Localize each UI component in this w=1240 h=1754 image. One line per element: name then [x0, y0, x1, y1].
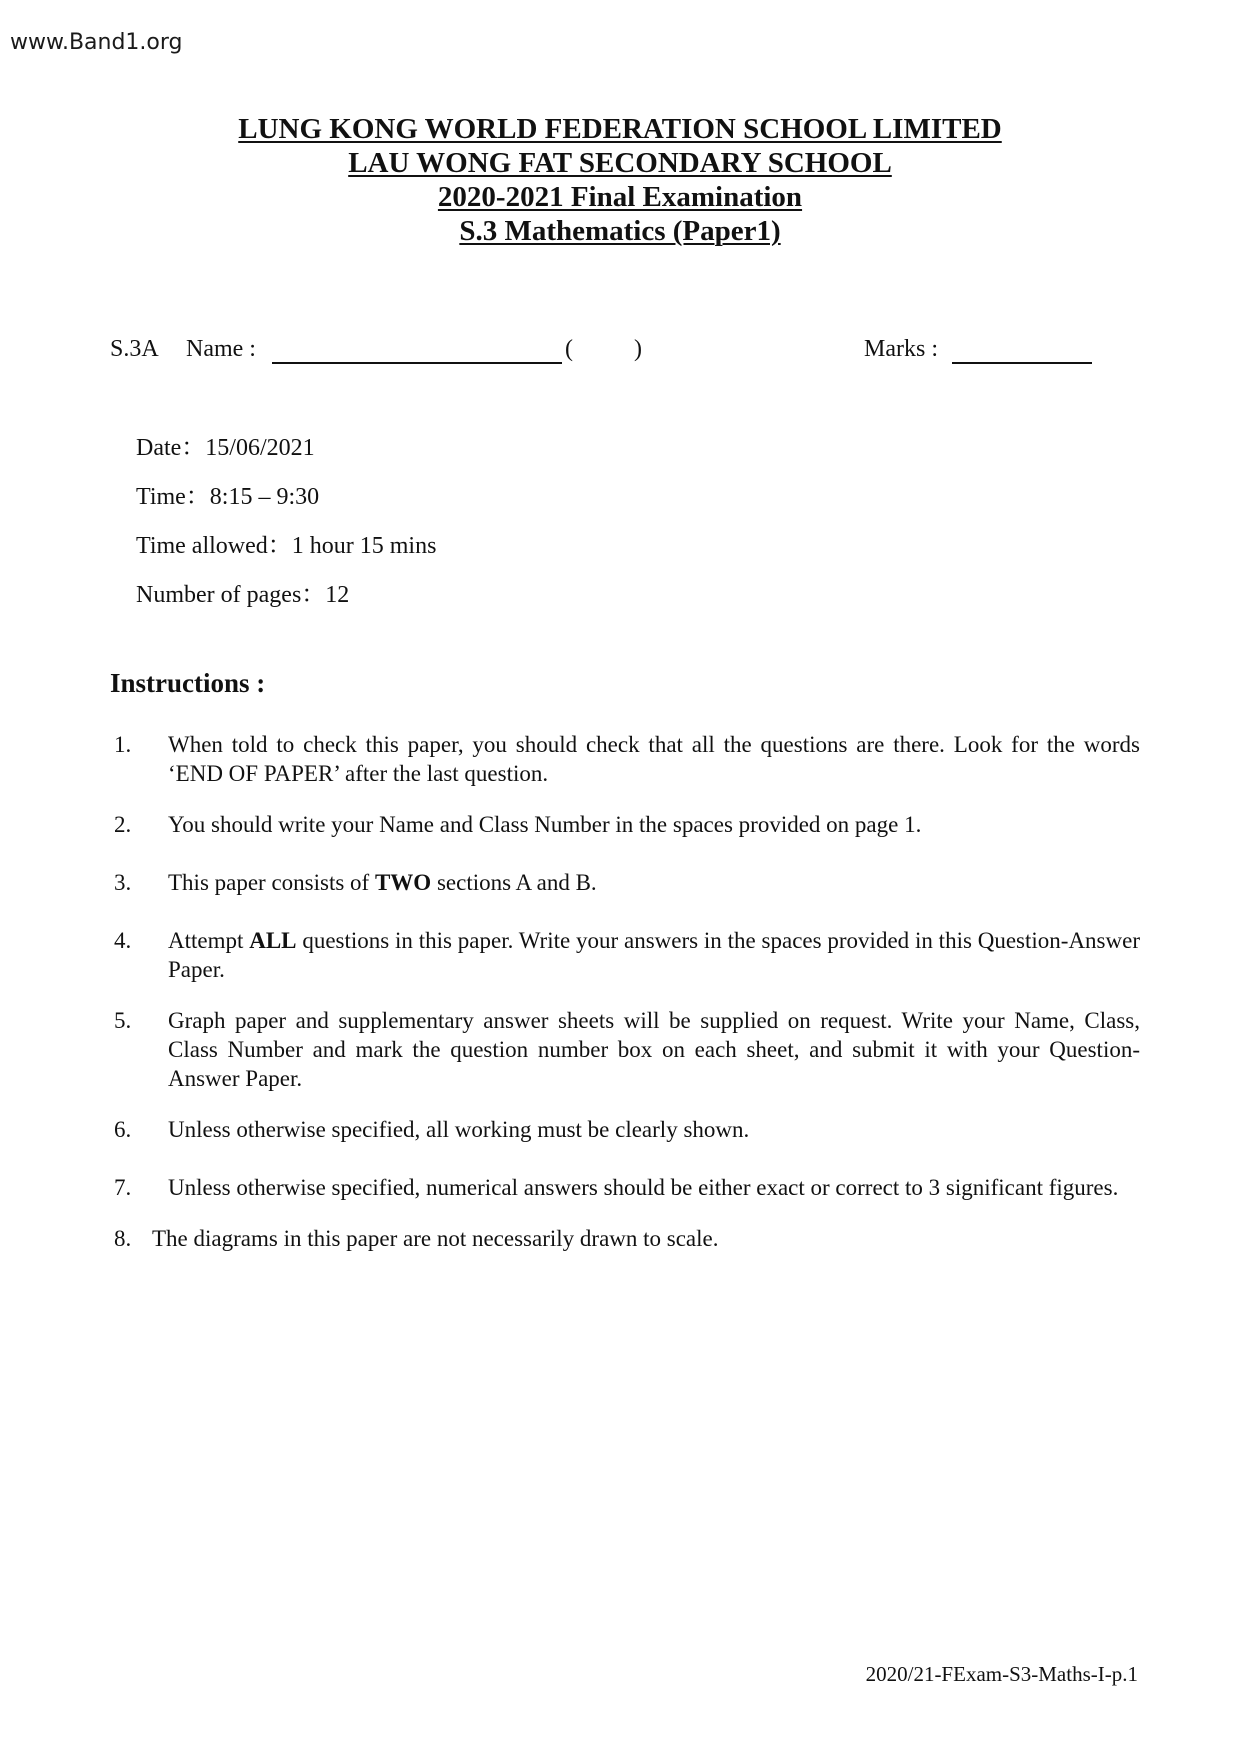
- class-number-field[interactable]: [583, 336, 623, 364]
- instructions-list: [110, 730, 1140, 1253]
- instruction-item: 2. You should write your Name and Class Number in the spaces provided on page 1.: [114, 812, 922, 837]
- instruction-item: 8. The diagrams in this paper are not necessarily drawn to scale.: [114, 1226, 719, 1251]
- marks-label: Marks :: [864, 336, 938, 362]
- instruction-item: 3. This paper consists of TWO sections A and B.: [114, 870, 597, 895]
- name-label: Name :: [186, 336, 256, 362]
- instructions-title: Instructions :: [110, 668, 266, 698]
- watermark-url: www.Band1.org: [10, 30, 183, 55]
- instruction-item: 5. Graph paper and supplementary answer sheets will be supplied on request. Write your Name, Class, Class Number and mark the question number box on each sheet, and submit it with your Question-Answer Paper.: [114, 1008, 1140, 1091]
- time-allowed: Time allowed：1 hour 15 mins: [136, 533, 437, 559]
- page-footer-code: 2020/21-FExam-S3-Maths-I-p.1: [865, 1662, 1138, 1686]
- student-info-row: [110, 336, 1110, 376]
- school-organization: LUNG KONG WORLD FEDERATION SCHOOL LIMITED: [238, 113, 1002, 145]
- instruction-item: 1. When told to check this paper, you should check that all the questions are there. Look for the words ‘END OF PAPER’ after the last question.: [114, 732, 1140, 786]
- exam-header: [0, 112, 1240, 248]
- number-of-pages: Number of pages：12: [136, 582, 350, 608]
- class-number-close-paren: ): [634, 336, 642, 362]
- instruction-item: 7. Unless otherwise specified, numerical answers should be either exact or correct to 3 significant figures.: [114, 1175, 1119, 1200]
- exam-time: Time：8:15 – 9:30: [136, 484, 320, 510]
- marks-field[interactable]: [952, 336, 1092, 364]
- instruction-item: 6. Unless otherwise specified, all working must be clearly shown.: [114, 1117, 750, 1142]
- school-name: LAU WONG FAT SECONDARY SCHOOL: [348, 147, 892, 179]
- exam-info: [136, 427, 436, 623]
- exam-date: Date：15/06/2021: [136, 435, 315, 461]
- name-field[interactable]: [272, 336, 562, 364]
- exam-title: 2020-2021 Final Examination: [437, 181, 803, 213]
- class-number-open-paren: (: [565, 336, 573, 362]
- instruction-item: 4. Attempt ALL questions in this paper. Write your answers in the spaces provided in this Question-Answer Paper.: [114, 928, 1140, 982]
- class-label: S.3A: [110, 336, 159, 362]
- subject-title: S.3 Mathematics (Paper1): [459, 215, 781, 247]
